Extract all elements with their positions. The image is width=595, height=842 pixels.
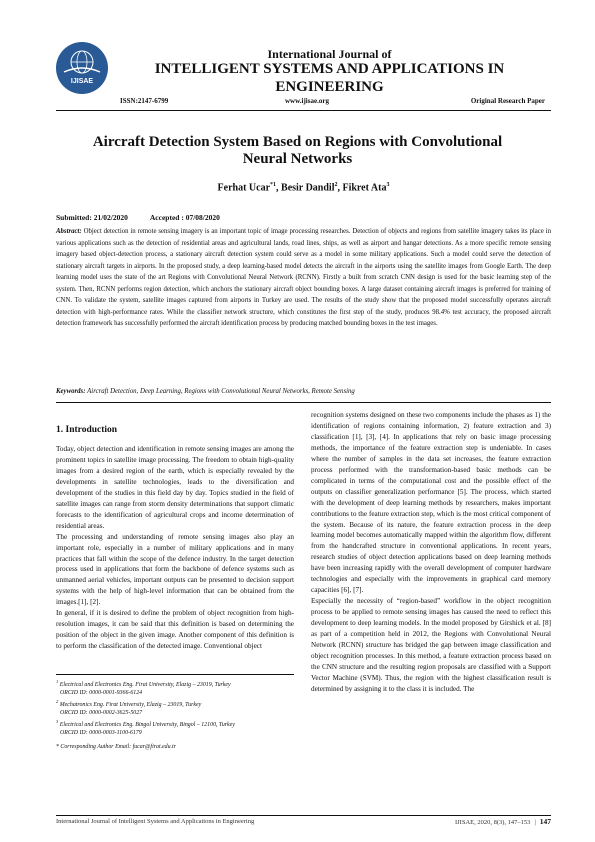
corresponding-author-email: * Corresponding Author Email: fucar@firat.edu.tr: [56, 744, 176, 751]
keywords-text: Aircraft Detection, Deep Learning, Regions with Convolutional Neural Networks, Remote Sensing: [87, 388, 355, 395]
keywords-divider: [56, 402, 551, 403]
footnote-mark: 2: [56, 698, 59, 704]
issn: ISSN:2147-6799: [120, 97, 169, 105]
body-paragraph: The processing and understanding of remote sensing images also play an important role, especially in a number of military applications and in many practices that fall within the scope of the defence industry. In the target detection process used in applications that form the backbone of defence systems such as unmanned aerial vehicles, important outputs can be presented to decision support systems with the help of high-level information that can be obtained from the images.[1], [2].: [56, 532, 294, 607]
body-column-right: [311, 410, 551, 810]
footer-divider: [56, 815, 551, 816]
author-name: Fikret Ata: [342, 182, 387, 194]
footnote-orcid: ORCID ID: 0000-0001-9366-6124: [60, 690, 143, 697]
author-affiliation-mark: 2: [334, 182, 338, 188]
globe-icon: [56, 42, 108, 94]
abstract: [56, 226, 551, 330]
footnote: [56, 698, 294, 718]
logo-text: IJISAE: [70, 78, 94, 85]
footnote-mark: 3: [56, 718, 59, 724]
keywords: [56, 388, 551, 395]
footnote-affiliation: Electrical and Electronics Eng. Firat University, Elazig – 23019, Turkey: [59, 681, 231, 688]
footnote-orcid: ORCID ID: 0000-0002-3625-5027: [60, 710, 143, 717]
journal-website-link[interactable]: www.ijisae.org: [285, 97, 329, 105]
body-paragraph: recognition systems designed on these two components include the phases as 1) the identification of regions containing information, 2) feature extraction and 3) classification [1], [3], [4]. In applications that rely on basic image processing methods, the importance of the feature extraction step is undeniable. In cases where the number of samples in the data set increases, the feature extraction process performed with the transformation-based basic methods can be complicated in terms of the computational cost and the possible effect of the outputs on classifier generalization performance [5]. The process, which started with the development of deep learning methods by researchers, makes important contributions to the feature extraction step, which is the most critical component of the system. Because of its nature, the feature extraction process in the deep learning model becomes automatically mapped within the algorithm flow, different from the handcrafted structure in conventional applications. In recent years, research studies of object detection applications based on deep learning methods have been increasing rapidly with the overall development of computer hardware technologies and especially with the improvements in graphical card memory capacities [6], [7].: [311, 411, 551, 595]
section-heading: 1. Introduction: [56, 425, 118, 435]
citation-text: IJISAE, 2020, 8(3), 147–153: [454, 819, 531, 826]
footnote: [56, 678, 294, 698]
keywords-label: Keywords:: [56, 388, 86, 395]
author-name: Ferhat Ucar: [217, 182, 271, 194]
footnote: [56, 718, 294, 738]
footnote-divider: [56, 674, 294, 675]
footnote-affiliation: Mechatronics Eng. Firat University, Elazig – 23019, Turkey: [59, 701, 202, 708]
abstract-label: Abstract:: [56, 228, 82, 235]
left-column-text: [56, 444, 294, 671]
body-paragraph: In general, if it is desired to define the problem of object recognition from high-resolution images, it can be said that this definition is based on determining the position of the object in the given image. Another component of this definition is to perform the classification of the detected image. Conventional object: [56, 609, 294, 651]
author-affiliation-mark: *1: [270, 182, 277, 188]
body-paragraph: Especially the necessity of “region-based” workflow in the object recognition process to be applied to remote sensing images has caused the need to reflect this development to deep learning models. In the model proposed by Girshick et al. [8] as part of a competition held in 2012, the Regions with Convolutional Neural Network (RCNN) structure has bridged the gap between image classification and object recognition processes. In this method, a feature extraction process based on the CNN structure and the resulting region proposals are classified with a Support Vector Machine (SVM). Thus, the region with the highest classification result is determined by assigning it to the class it is included. The: [311, 597, 551, 693]
journal-name-line1: International Journal of: [267, 47, 392, 61]
journal-logo: [56, 42, 108, 94]
author-list: Ferhat Ucar$^{*1}$, Besir Dandil$^2$, Fikret Ata$^3$: [217, 182, 390, 194]
article-dates: [56, 213, 220, 222]
accepted-date: Accepted : 07/08/2020: [149, 213, 220, 222]
footer-separator: |: [534, 819, 536, 826]
article-title: Aircraft Detection System Based on Regions with Convolutional Neural Networks: [92, 134, 503, 167]
footnote-affiliation: Electrical and Electronics Eng. Bingol University, Bingol – 12100, Turkey: [59, 721, 235, 728]
abstract-text: Object detection in remote sensing imagery is an important topic of image processing researches. Detection of objects and regions from satellite imagery takes its place in various applications such as the detection of residential areas and agricultural lands, road lines, ships, as well as airport and hangar detections. As a more specific remote sensing imagery based object-detection process, a stationary aircraft detection system could serve as a model in some military applications. Such a model could serve the detection of stationary aircraft targets in airports. In the proposed study, a deep learning-based model detects the aircraft in the airports using the satellite images from Google Earth. The deep learning model uses the state of the art Regions with Convolutional Neural Network (RCNN). Firstly a built from scratch CNN design is used for the basic learning step of the system. Then, RCNN performs region detection, which anchors the stationary aircraft object bounding boxes. A large dataset containing aircraft images is preferred for training of CNN. To validate the system, satellite images captured from airports in Turkey are used. The results of the study show that the proposed model successfully operates aircraft detection with high-performance rates. While the classifier network structure, which constitutes the first step of the study, produces 98.4% test accuracy, the proposed aircraft detection framework has successfully performed the aircraft identification process by producing matched bounding boxes in the test images.: [56, 228, 551, 327]
author-name: Besir Dandil: [281, 182, 335, 194]
paper-type: Original Research Paper: [470, 97, 545, 105]
header-divider: [56, 110, 551, 111]
author-affiliation-mark: 3: [386, 182, 390, 188]
journal-meta-row: [120, 97, 551, 107]
submitted-date: Submitted: 21/02/2020: [56, 213, 128, 222]
footnotes: [56, 678, 294, 752]
body-paragraph: Today, object detection and identification in remote sensing images are among the prominent topics in satellite image processing. The freedom to obtain high-quality images from a desired region of the earth, which is especially revealed by the developments in satellite technologies, leads to the diversification and development of the studies in this field day by day. Topics studied in the field of satellite images can range from storm density determinations that support climatic forecasts to the identification of agricultural crops and income determination of residential areas.: [56, 445, 294, 530]
body-column-left: [56, 413, 294, 810]
footnote-orcid: ORCID ID: 0000-0003-1100-6179: [60, 729, 142, 736]
journal-name-line2: INTELLIGENT SYSTEMS AND APPLICATIONS IN ENGINEERING: [154, 61, 505, 95]
footer-citation: [455, 817, 551, 826]
footer-journal-name: International Journal of Intelligent Systems and Applications in Engineering: [56, 818, 255, 825]
footnote-mark: 1: [56, 679, 59, 684]
page-number: 147: [539, 817, 551, 826]
